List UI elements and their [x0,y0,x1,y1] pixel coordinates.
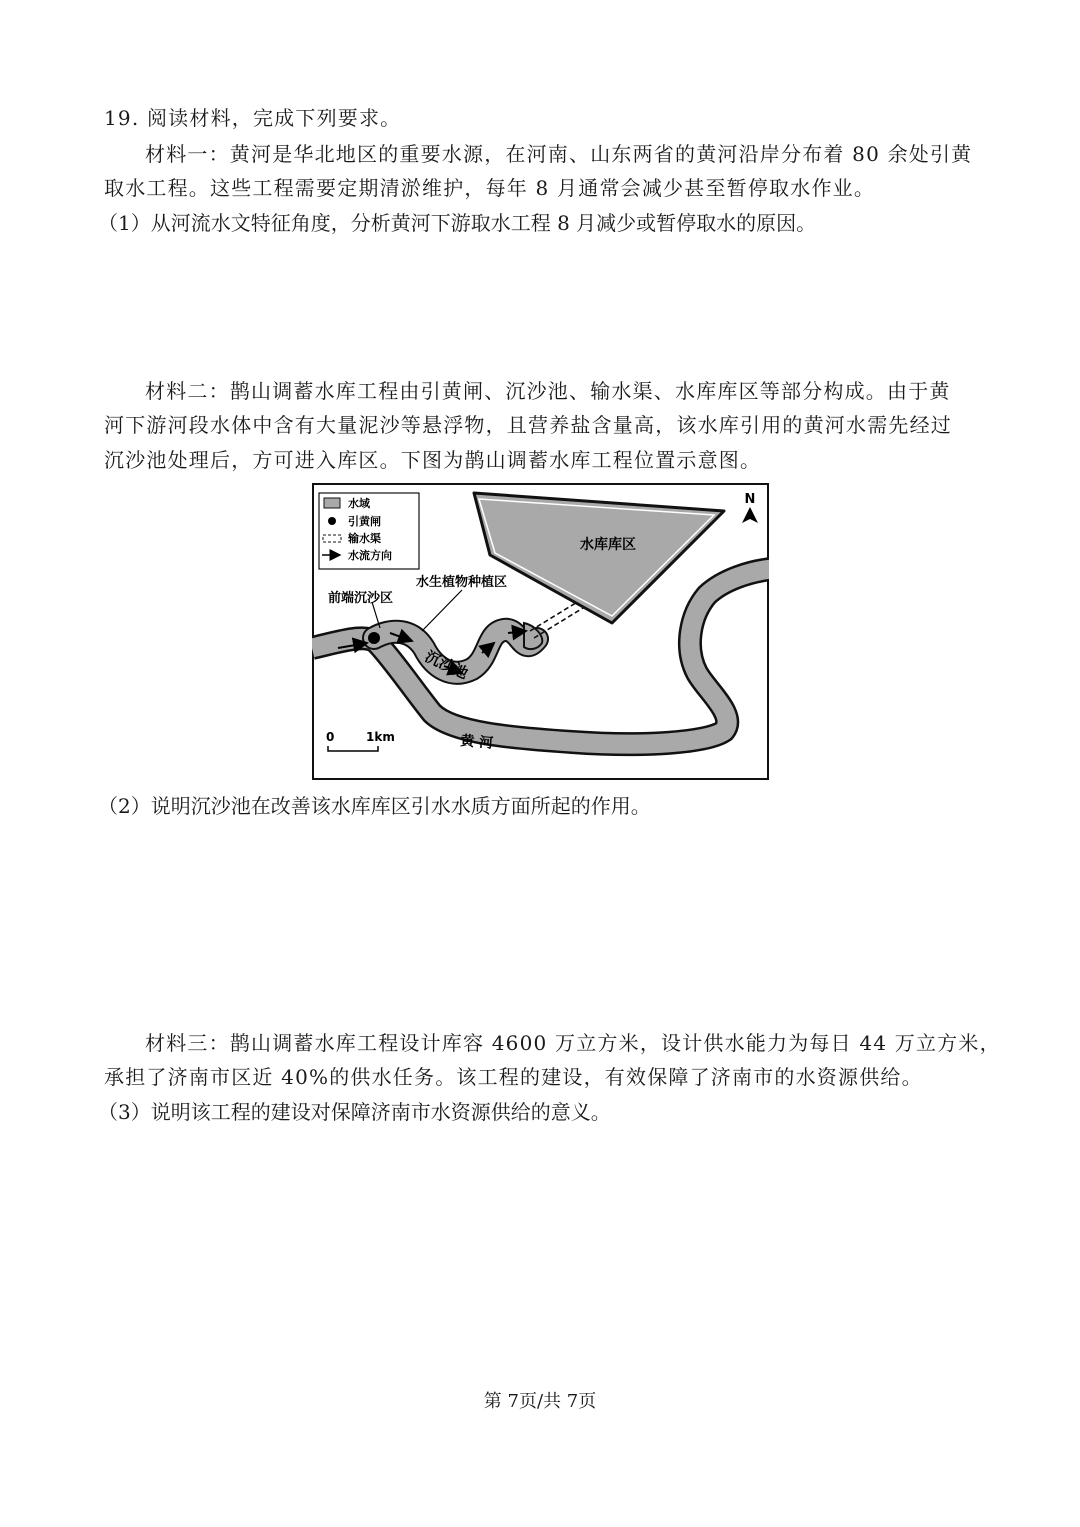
north-label: N [744,492,756,507]
aquatic-plant-label: 水生植物种植区 [416,575,508,590]
question-1: （1）从河流水文特征角度，分析黄河下游取水工程 8 月减少或暂停取水的原因。 [98,211,817,235]
question-intro: 19. 阅读材料，完成下列要求。 [104,106,402,130]
material-2-line-2: 河下游河段水体中含有大量泥沙等悬浮物，且营养盐含量高，该水库引用的黄河水需先经过 [104,413,952,437]
material-1-line-1: 材料一：黄河是华北地区的重要水源，在河南、山东两省的黄河沿岸分布着 80 余处引黄 [145,142,973,166]
reservoir-location-map [312,483,769,780]
front-settling-label: 前端沉沙区 [328,591,394,606]
question-2: （2）说明沉沙池在改善该水库库区引水水质方面所起的作用。 [98,794,651,818]
settling-basin-label: 沉沙池 [422,647,471,683]
legend-gate: 引黄闸 [348,515,381,528]
material-2-line-1: 材料二：鹊山调蓄水库工程由引黄闸、沉沙池、输水渠、水库库区等部分构成。由于黄 [145,379,951,403]
scale-one-km: 1km [366,730,395,744]
legend-water: 水域 [348,497,370,510]
legend-canal: 输水渠 [348,532,381,545]
legend-flow: 水流方向 [348,549,392,562]
material-2-line-3: 沉沙池处理后，方可进入库区。下图为鹊山调蓄水库工程位置示意图。 [104,448,762,472]
river-label: 黄 河 [459,733,494,752]
page-footer: 第 7页/共 7页 [483,1391,597,1412]
reservoir-label: 水库库区 [580,537,636,553]
material-3-line-2: 承担了济南市区近 40%的供水任务。该工程的建设，有效保障了济南市的水资源供给。 [104,1065,923,1089]
question-3: （3）说明该工程的建设对保障济南市水资源供给的意义。 [98,1100,611,1124]
material-3-line-1: 材料三：鹊山调蓄水库工程设计库容 4600 万立方米，设计供水能力为每日 44 万立方米， [145,1031,1001,1055]
scale-zero: 0 [326,730,335,744]
intake-gate-marker [368,632,380,644]
material-1-line-2: 取水工程。这些工程需要定期清淤维护，每年 8 月通常会减少甚至暂停取水作业。 [104,176,876,200]
